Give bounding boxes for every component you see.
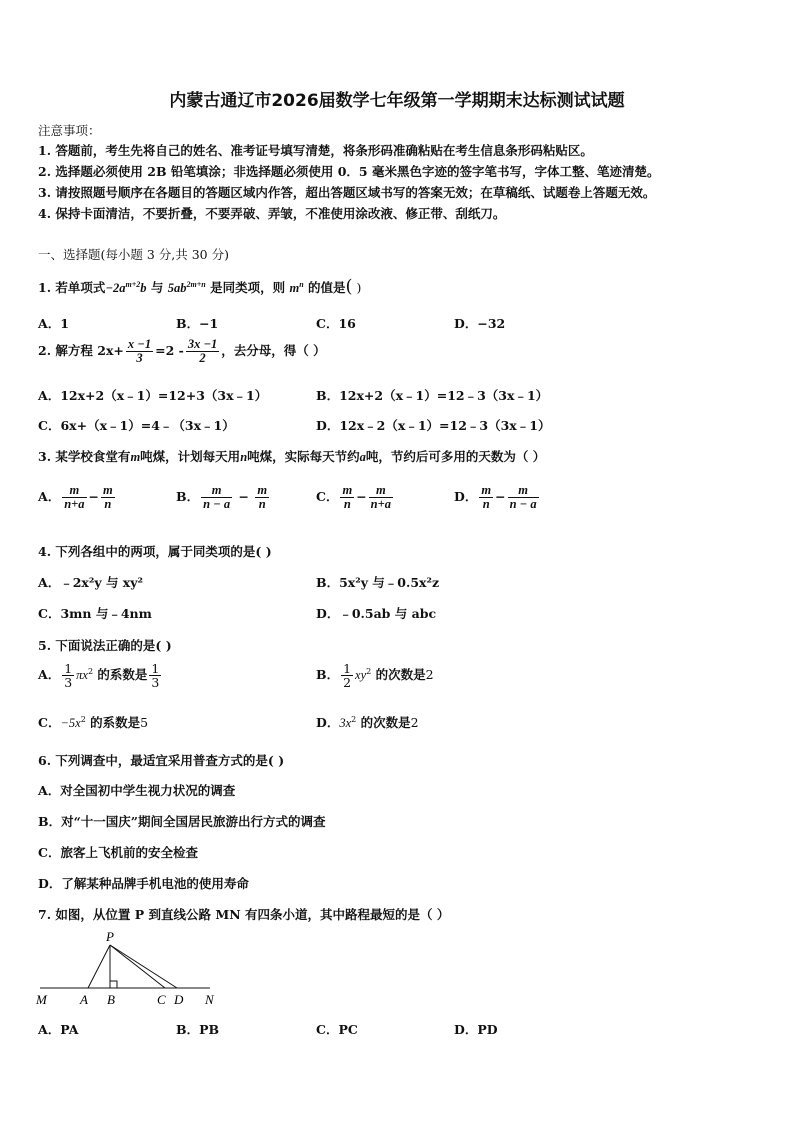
section-heading: 一、选择题(每小题 3 分,共 30 分): [38, 247, 229, 262]
question-3-option-b: B． $\frac{m}{n - a}$ − $\frac{m}{n}$: [176, 483, 268, 512]
question-5-option-d: D．$3x^2$ 的次数是2: [316, 714, 419, 730]
question-2-option-a: A．12x+2（x﹣1）=12+3（3x﹣1）: [38, 388, 268, 403]
question-2-option-c: C．6x+（x﹣1）=4﹣（3x﹣1）: [38, 418, 235, 433]
question-3-option-d: D． $\frac{m}{n}$ − $\frac{m}{n - a}$: [454, 483, 537, 512]
question-1-option-a: A．1: [38, 316, 69, 331]
question-4-option-b: B．5x²y 与﹣0.5x²z: [316, 575, 440, 590]
question-2-option-b: B．12x+2（x﹣1）=12﹣3（3x﹣1）: [316, 388, 549, 403]
question-6-option-c: C．旅客上飞机前的安全检查: [38, 845, 198, 860]
question-1-option-b: B．−1: [176, 316, 219, 331]
question-2-option-d: D．12x﹣2（x﹣1）=12﹣3（3x﹣1）: [316, 418, 551, 433]
question-6-option-b: B．对“十一国庆”期间全国居民旅游出行方式的调查: [38, 814, 326, 829]
question-6-option-a: A．对全国初中学生视力状况的调查: [38, 783, 236, 798]
page-title: 内蒙古通辽市2026届数学七年级第一学期期末达标测试试题: [169, 91, 625, 111]
label-m: M: [36, 992, 47, 1007]
question-7-option-a: A．PA: [38, 1022, 79, 1037]
notice-item: 1. 答题前，考生先将自己的姓名、准考证号填写清楚，将条形码准确粘贴在考生信息条形码粘贴区。: [38, 143, 593, 158]
question-7-stem: 7. 如图，从位置 P 到直线公路 MN 有四条小道，其中路程最短的是（ ）: [38, 907, 450, 922]
question-4-option-a: A．﹣2x²y 与 xy²: [38, 575, 143, 590]
question-1-stem: 1. 若单项式$-2a^{m+2}b$ 与 $5ab^{2m+n}$ 是同类项，则 $m^n$ 的值是( ): [38, 276, 362, 297]
segment-pc: [110, 945, 165, 988]
segment-pa: [88, 945, 110, 988]
segment-pd: [110, 945, 177, 988]
question-1-option-c: C．16: [316, 316, 356, 331]
label-c: C: [157, 992, 166, 1007]
question-7-option-c: C．PC: [316, 1022, 358, 1037]
question-1-option-d: D．−32: [454, 316, 506, 331]
notice-item: 4. 保持卡面清洁，不要折叠，不要弄破、弄皱，不准使用涂改液、修正带、刮纸刀。: [38, 206, 506, 221]
label-d: D: [174, 992, 184, 1007]
question-2-stem: 2. 解方程 2x+ $\frac{x -1}{3}$ =2 - $\frac{3x -1}{2}$ ，去分母，得（ ）: [38, 337, 326, 366]
label-b: B: [107, 992, 115, 1007]
question-3-option-c: C． $\frac{m}{n}$ − $\frac{m}{n+a}$: [316, 483, 391, 512]
question-5-stem: 5. 下面说法正确的是( ): [38, 638, 172, 653]
question-6-option-d: D．了解某种品牌手机电池的使用寿命: [38, 876, 249, 891]
question-3-option-a: A． $\frac{m}{n+a}$ − $\frac{m}{n}$: [38, 483, 113, 512]
question-4-stem: 4. 下列各组中的两项，属于同类项的是( ): [38, 544, 272, 559]
question-7-option-d: D．PD: [454, 1022, 498, 1037]
question-5-option-b: B． $\frac{1}{2}$ $xy^2$ 的次数是2: [316, 661, 434, 691]
right-angle-mark: [110, 981, 117, 988]
question-7-option-b: B．PB: [176, 1022, 220, 1037]
q7-geometry-figure: [30, 928, 230, 1010]
label-n: N: [205, 992, 214, 1007]
question-5-option-c: C．$-5x^2$ 的系数是5: [38, 714, 149, 730]
question-4-option-c: C．3mn 与﹣4nm: [38, 606, 152, 621]
question-4-option-d: D．﹣0.5ab 与 abc: [316, 606, 437, 621]
notice-heading: 注意事项：: [38, 123, 101, 138]
notice-item: 2. 选择题必须使用 2B 铅笔填涂；非选择题必须使用 0．5 毫米黑色字迹的签字笔书写，字体工整、笔迹清楚。: [38, 164, 660, 179]
label-p: P: [106, 929, 114, 944]
question-3-stem: 3. 某学校食堂有m吨煤，计划每天用n吨煤，实际每天节约a吨，节约后可多用的天数为（ ）: [38, 449, 546, 464]
label-a: A: [80, 992, 88, 1007]
notice-item: 3. 请按照题号顺序在各题目的答题区域内作答，超出答题区域书写的答案无效；在草稿纸、试题卷上答题无效。: [38, 185, 656, 200]
question-5-option-a: A． $\frac{1}{3}$ $\pi x^2$ 的系数是 $\frac{1}{3}$: [38, 661, 160, 691]
question-6-stem: 6. 下列调查中，最适宜采用普查方式的是( ): [38, 753, 285, 768]
